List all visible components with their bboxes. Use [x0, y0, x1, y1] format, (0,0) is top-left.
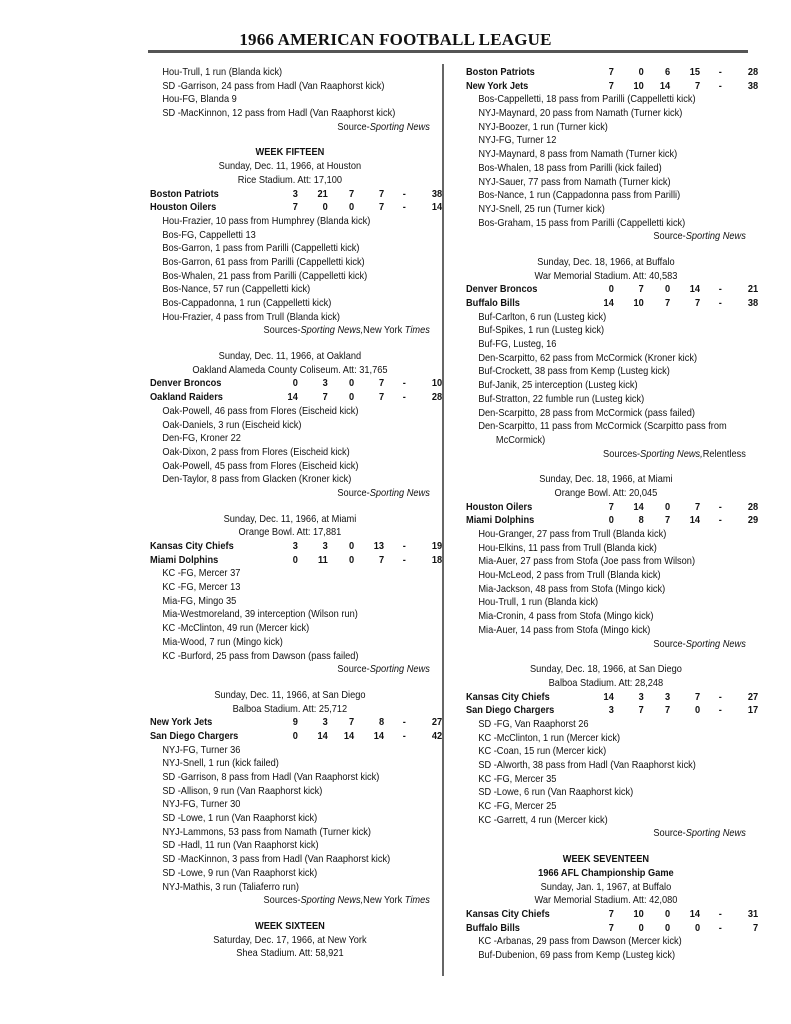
- quarter-score: 9: [292, 716, 298, 729]
- scoring-play: Bos-Cappelletti, 18 pass from Parilli (Cappelletti kick): [478, 93, 696, 106]
- quarter-score: 8: [378, 716, 385, 729]
- section-gap: [466, 841, 746, 853]
- quarter-score: 0: [349, 201, 355, 214]
- score-dash: -: [402, 729, 406, 742]
- game-info: War Memorial Stadium. Att: 40,583: [534, 269, 678, 282]
- final-score: 38: [431, 187, 443, 200]
- scoring-play: Hou-Frazier, 10 pass from Humphrey (Blanda kick): [162, 214, 371, 227]
- game-info: Sunday, Dec. 18, 1966, at San Diego: [529, 663, 682, 676]
- game-info: Rice Stadium. Att: 17,100: [237, 173, 343, 186]
- scoring-play: Mia-Wood, 7 run (Mingo kick): [162, 635, 283, 648]
- team-name: Denver Broncos: [150, 377, 222, 390]
- final-score: 7: [753, 921, 759, 934]
- score-dash: -: [718, 907, 722, 920]
- quarter-score: 0: [694, 704, 701, 717]
- section-gap: [150, 677, 430, 689]
- scoring-play: KC -FG, Mercer 37: [162, 567, 241, 580]
- scoring-play: Mia-Jackson, 48 pass from Stofa (Mingo kick): [478, 582, 666, 595]
- quarter-score: 0: [638, 921, 644, 934]
- score-dash: -: [402, 377, 406, 390]
- final-score: 27: [747, 690, 759, 703]
- team-score-row: [150, 187, 443, 202]
- game-info: Sunday, Dec. 11, 1966, at Miami: [223, 512, 357, 525]
- scoring-play: Bos-Graham, 15 pass from Parilli (Cappelletti kick): [478, 216, 686, 229]
- team-name: Boston Patriots: [150, 187, 219, 200]
- left-column: [150, 66, 443, 961]
- team-score-row: [466, 500, 759, 515]
- team-name: San Diego Chargers: [150, 729, 239, 742]
- quarter-score: 7: [665, 704, 671, 717]
- final-score: 27: [431, 716, 443, 729]
- game-info: Shea Stadium. Att: 58,921: [236, 947, 344, 960]
- source-publication: Sporting News: [685, 637, 746, 650]
- quarter-score: 0: [349, 553, 355, 566]
- quarter-score: 3: [322, 716, 328, 729]
- quarter-score: 3: [292, 187, 298, 200]
- quarter-score: 0: [694, 921, 701, 934]
- scoring-play: Mia-Cronin, 4 pass from Stofa (Mingo kick): [478, 610, 654, 623]
- score-dash: -: [718, 79, 722, 92]
- team-score-row: [150, 553, 443, 568]
- quarter-score: 13: [373, 540, 385, 552]
- scoring-play: Buf-Stratton, 22 fumble run (Lusteg kick): [478, 392, 645, 405]
- quarter-score: 7: [349, 187, 355, 200]
- quarter-score: 14: [343, 729, 355, 742]
- game-info: Balboa Stadium. Att: 25,712: [232, 702, 348, 715]
- quarter-score: 0: [292, 377, 298, 390]
- source-line: Sources-Sporting News,New York Times: [263, 324, 430, 337]
- scoring-play: SD -FG, Van Raaphorst 26: [478, 717, 589, 730]
- score-dash: -: [718, 921, 722, 934]
- quarter-score: 7: [349, 716, 355, 729]
- source-publication: Sporting News: [369, 486, 430, 499]
- quarter-score: 7: [608, 907, 614, 920]
- game-info: Oakland Alameda County Coliseum. Att: 31,765: [192, 363, 388, 376]
- scoring-play: Bos-Cappadonna, 1 run (Cappelletti kick): [162, 297, 332, 309]
- scoring-play: NYJ-Sauer, 77 pass from Namath (Turner kick): [478, 175, 671, 188]
- game-info: Orange Bowl. Att: 20,045: [554, 486, 658, 499]
- quarter-score: 3: [322, 540, 328, 552]
- source-publication: Sporting News: [685, 230, 746, 243]
- quarter-score: 14: [287, 391, 298, 404]
- scoring-play: Hou-McLeod, 2 pass from Trull (Blanda kick): [478, 569, 661, 582]
- scoring-play: Buf-Dubenion, 69 pass from Kemp (Lusteg kick): [478, 948, 676, 961]
- team-score-row: [150, 540, 443, 554]
- quarter-score: 14: [689, 514, 701, 527]
- score-dash: -: [402, 716, 406, 729]
- scoring-play: SD -MacKinnon, 3 pass from Hadl (Van Raaphorst kick): [162, 853, 391, 866]
- quarter-score: 7: [608, 500, 614, 513]
- scoring-play: SD -Lowe, 6 run (Van Raaphorst kick): [478, 786, 634, 799]
- scoring-play: Den-Scarpitto, 28 pass from McCormick (pass failed): [478, 406, 696, 419]
- quarter-score: 10: [633, 297, 644, 309]
- section-gap: [466, 461, 746, 473]
- team-name: Kansas City Chiefs: [466, 690, 550, 703]
- scoring-play: Bos-Garron, 61 pass from Parilli (Cappelletti kick): [162, 255, 365, 268]
- scoring-play: Den-Scarpitto, 11 pass from McCormick (Scarpitto pass from: [478, 420, 727, 433]
- team-score-row: [150, 201, 443, 215]
- quarter-score: 7: [378, 553, 385, 566]
- scoring-play: Buf-FG, Lusteg, 16: [478, 338, 557, 351]
- score-dash: -: [718, 297, 722, 309]
- scoring-play: Oak-Powell, 46 pass from Flores (Eischeid kick): [162, 404, 359, 417]
- team-name: Buffalo Bills: [466, 921, 520, 934]
- scoring-play: NYJ-FG, Turner 30: [162, 798, 241, 811]
- scoring-play: Bos-FG, Cappelletti 13: [162, 228, 256, 241]
- final-score: 14: [431, 201, 443, 214]
- scoring-play: Hou-Frazier, 4 pass from Trull (Blanda kick): [162, 310, 340, 323]
- final-score: 38: [747, 79, 759, 92]
- team-score-row: [150, 391, 443, 405]
- source-line: Sources-Sporting News,New York Times: [263, 894, 430, 907]
- scoring-play: SD -Lowe, 1 run (Van Raaphorst kick): [162, 812, 318, 825]
- source-publication: Sporting News: [685, 827, 746, 840]
- quarter-score: 8: [638, 514, 644, 527]
- scoring-play: KC -FG, Mercer 13: [162, 581, 241, 594]
- team-score-row: [150, 716, 443, 730]
- page-title: 1966 AMERICAN FOOTBALL LEAGUE: [239, 30, 552, 49]
- final-score: 28: [747, 500, 759, 513]
- source-line: Source-Sporting News: [337, 486, 430, 499]
- team-name: Houston Oilers: [466, 500, 533, 513]
- scoring-play: Hou-Trull, 1 run (Blanda kick): [162, 66, 283, 78]
- scoring-play: NYJ-FG, Turner 12: [478, 134, 557, 147]
- quarter-score: 0: [292, 553, 298, 566]
- quarter-score: 7: [378, 201, 385, 214]
- quarter-score: 10: [633, 907, 644, 920]
- source-line: Source-Sporting News: [337, 663, 430, 676]
- scoring-play: Den-Taylor, 8 pass from Glacken (Kroner kick): [162, 473, 352, 486]
- quarter-score: 0: [322, 201, 328, 214]
- quarter-score: 14: [603, 297, 614, 309]
- team-name: New York Jets: [150, 716, 213, 729]
- team-score-row: [150, 729, 443, 744]
- section-gap: [150, 338, 430, 350]
- quarter-score: 3: [638, 690, 644, 703]
- scoring-play: Bos-Whalen, 18 pass from Parilli (kick failed): [478, 161, 662, 174]
- quarter-score: 3: [608, 704, 614, 717]
- quarter-score: 7: [694, 297, 701, 309]
- section-gap: [150, 908, 430, 920]
- quarter-score: 7: [694, 500, 701, 513]
- team-score-row: [466, 514, 759, 528]
- quarter-score: 0: [349, 377, 355, 390]
- scoring-play: KC -Arbanas, 29 pass from Dawson (Mercer kick): [478, 935, 682, 948]
- scoring-play: NYJ-Lammons, 53 pass from Namath (Turner kick): [162, 825, 371, 838]
- quarter-score: 0: [665, 283, 671, 296]
- score-dash: -: [718, 66, 722, 78]
- team-name: Denver Broncos: [466, 283, 538, 296]
- source-publication: Times: [404, 324, 430, 337]
- final-score: 18: [431, 553, 443, 566]
- quarter-score: 7: [292, 201, 298, 214]
- team-score-row: [466, 690, 759, 705]
- scoring-play: Hou-Trull, 1 run (Blanda kick): [478, 596, 599, 609]
- final-score: 31: [747, 907, 759, 920]
- source-line: Source-Sporting News: [653, 230, 746, 243]
- section-gap: [466, 244, 746, 256]
- game-info: Sunday, Dec. 18, 1966, at Buffalo: [537, 255, 675, 268]
- score-dash: -: [402, 391, 406, 404]
- scoring-play: KC -Burford, 25 pass from Dawson (pass failed): [162, 649, 359, 662]
- quarter-score: 3: [322, 377, 328, 390]
- quarter-score: 7: [694, 79, 701, 92]
- final-score: 17: [747, 704, 759, 717]
- scoring-play: Mia-FG, Mingo 35: [162, 594, 237, 607]
- game-info: Sunday, Dec. 11, 1966, at Oakland: [218, 350, 362, 363]
- scoring-play: Mia-Auer, 27 pass from Stofa (Joe pass from Wilson): [478, 555, 696, 568]
- game-info: Balboa Stadium. Att: 28,248: [548, 676, 664, 689]
- score-dash: -: [402, 553, 406, 566]
- quarter-score: 7: [378, 377, 385, 390]
- team-name: Kansas City Chiefs: [150, 540, 234, 552]
- quarter-score: 7: [608, 79, 614, 92]
- scoring-play: KC -FG, Mercer 25: [478, 800, 557, 813]
- scoring-play: SD -MacKinnon, 12 pass from Hadl (Van Raaphorst kick): [162, 107, 396, 120]
- scoring-play: Bos-Nance, 57 run (Cappelletti kick): [162, 283, 311, 296]
- section-gap: [466, 651, 746, 663]
- quarter-score: 14: [633, 500, 644, 513]
- score-dash: -: [402, 201, 406, 214]
- team-name: Oakland Raiders: [150, 391, 223, 404]
- section-gap: [150, 134, 430, 146]
- scoring-play: SD -Allison, 9 run (Van Raaphorst kick): [162, 784, 323, 797]
- final-score: 29: [747, 514, 759, 527]
- source-publication: Sporting News,: [640, 447, 703, 460]
- scoring-play: Mia-Auer, 14 pass from Stofa (Mingo kick): [478, 623, 651, 636]
- quarter-score: 14: [689, 907, 701, 920]
- score-dash: -: [402, 187, 406, 200]
- score-dash: -: [718, 690, 722, 703]
- team-score-row: [466, 79, 759, 94]
- quarter-score: 14: [689, 283, 701, 296]
- quarter-score: 7: [378, 187, 385, 200]
- final-score: 21: [747, 283, 759, 296]
- quarter-score: 7: [694, 690, 701, 703]
- scoring-play: Buf-Carlton, 6 run (Lusteg kick): [478, 310, 607, 323]
- quarter-score: 15: [689, 66, 701, 78]
- final-score: 38: [747, 297, 759, 309]
- scoring-play: NYJ-Maynard, 8 pass from Namath (Turner kick): [478, 148, 678, 161]
- quarter-score: 11: [317, 553, 328, 566]
- scoring-play-continued: McCormick): [495, 433, 546, 446]
- week-heading: WEEK FIFTEEN: [255, 146, 325, 159]
- team-score-row: [466, 297, 759, 311]
- final-score: 42: [431, 729, 443, 742]
- source-publication: Sporting News,: [300, 894, 364, 907]
- team-score-row: [466, 704, 759, 718]
- quarter-score: 0: [638, 66, 644, 78]
- scoring-play: Bos-Garron, 1 pass from Parilli (Cappelletti kick): [162, 242, 360, 255]
- quarter-score: 0: [665, 907, 671, 920]
- quarter-score: 7: [638, 704, 644, 717]
- quarter-score: 3: [292, 540, 298, 552]
- game-info: Sunday, Jan. 1, 1967, at Buffalo: [540, 880, 672, 893]
- scoring-play: NYJ-Snell, 25 run (Turner kick): [478, 202, 605, 215]
- scoring-play: KC -Coan, 15 run (Mercer kick): [478, 745, 607, 758]
- scoring-play: Hou-Elkins, 11 pass from Trull (Blanda kick): [478, 541, 657, 554]
- scoring-play: NYJ-Maynard, 20 pass from Namath (Turner kick): [478, 107, 683, 120]
- scoring-play: Den-Scarpitto, 62 pass from McCormick (Kroner kick): [478, 351, 698, 364]
- source-publication: Sporting News,: [300, 324, 364, 337]
- score-dash: -: [718, 514, 722, 527]
- scoring-play: Bos-Nance, 1 run (Cappadonna pass from Parilli): [478, 189, 681, 202]
- quarter-score: 14: [659, 79, 671, 92]
- final-score: 19: [431, 540, 443, 552]
- scoring-play: KC -FG, Mercer 35: [478, 772, 557, 785]
- scoring-play: NYJ-Boozer, 1 run (Turner kick): [478, 120, 608, 133]
- title-rule: [148, 50, 748, 53]
- quarter-score: 14: [317, 729, 328, 742]
- quarter-score: 14: [373, 729, 385, 742]
- quarter-score: 7: [322, 391, 328, 404]
- team-name: New York Jets: [466, 79, 529, 92]
- source-line: Source-Sporting News: [337, 120, 430, 133]
- scoring-play: Oak-Daniels, 3 run (Eischeid kick): [162, 418, 302, 431]
- source-line: Source-Sporting News: [653, 827, 746, 840]
- scoring-play: NYJ-Snell, 1 run (kick failed): [162, 757, 279, 770]
- game-info: Sunday, Dec. 11, 1966, at Houston: [218, 160, 362, 173]
- scoring-play: KC -Garrett, 4 run (Mercer kick): [478, 813, 608, 826]
- quarter-score: 6: [665, 66, 671, 78]
- scoring-play: KC -McClinton, 1 run (Mercer kick): [478, 731, 621, 744]
- scoring-play: KC -McClinton, 49 run (Mercer kick): [162, 622, 310, 635]
- team-name: Miami Dolphins: [150, 553, 219, 566]
- scoring-play: SD -Garrison, 24 pass from Hadl (Van Raaphorst kick): [162, 79, 385, 92]
- score-dash: -: [718, 704, 722, 717]
- scoring-play: NYJ-Mathis, 3 run (Taliaferro run): [162, 880, 299, 893]
- team-score-row: [150, 377, 443, 391]
- scoring-play: Buf-Crockett, 38 pass from Kemp (Lusteg kick): [478, 365, 670, 378]
- game-info: Sunday, Dec. 11, 1966, at San Diego: [214, 688, 366, 701]
- quarter-score: 7: [608, 66, 614, 78]
- source-publication: Sporting News: [369, 663, 430, 676]
- team-name: Boston Patriots: [466, 66, 535, 78]
- scoring-play: Buf-Spikes, 1 run (Lusteg kick): [478, 324, 605, 337]
- week-heading: 1966 AFL Championship Game: [538, 866, 674, 879]
- game-info: Saturday, Dec. 17, 1966, at New York: [213, 933, 367, 946]
- team-score-row: [466, 907, 759, 922]
- week-heading: WEEK SIXTEEN: [254, 919, 325, 932]
- scoring-play: Buf-Janik, 25 interception (Lusteg kick): [478, 379, 638, 392]
- team-score-row: [466, 66, 759, 80]
- quarter-score: 7: [378, 391, 385, 404]
- source-line: Sources-Sporting News,Relentless: [603, 447, 746, 460]
- quarter-score: 21: [317, 187, 328, 200]
- score-dash: -: [718, 283, 722, 296]
- quarter-score: 0: [608, 514, 614, 527]
- column-divider: [442, 64, 444, 976]
- scoring-play: SD -Garrison, 8 pass from Hadl (Van Raaphorst kick): [162, 771, 380, 783]
- scoring-play: Oak-Dixon, 2 pass from Flores (Eischeid kick): [162, 445, 350, 458]
- scoring-play: Hou-Granger, 27 pass from Trull (Blanda kick): [478, 528, 667, 540]
- scoring-play: SD -Alworth, 38 pass from Hadl (Van Raaphorst kick): [478, 759, 696, 771]
- scoring-play: Oak-Powell, 45 pass from Flores (Eischeid kick): [162, 459, 359, 472]
- score-dash: -: [718, 500, 722, 513]
- team-score-row: [466, 283, 759, 297]
- team-name: Buffalo Bills: [466, 297, 520, 309]
- quarter-score: 7: [638, 283, 644, 296]
- scoring-play: Mia-Westmoreland, 39 interception (Wilson run): [162, 608, 358, 621]
- final-score: 28: [747, 66, 759, 78]
- section-gap: [150, 501, 430, 513]
- quarter-score: 0: [349, 391, 355, 404]
- scoring-play: NYJ-FG, Turner 36: [162, 743, 241, 756]
- final-score: 28: [431, 391, 443, 404]
- team-name: Houston Oilers: [150, 201, 217, 214]
- source-publication: Sporting News: [369, 120, 430, 133]
- quarter-score: 0: [665, 500, 671, 513]
- quarter-score: 7: [608, 921, 614, 934]
- quarter-score: 10: [633, 79, 644, 92]
- quarter-score: 0: [608, 283, 614, 296]
- score-dash: -: [402, 540, 406, 552]
- quarter-score: 0: [665, 921, 671, 934]
- team-name: Miami Dolphins: [466, 514, 535, 527]
- scoring-play: SD -Hadl, 11 run (Van Raaphorst kick): [162, 839, 319, 852]
- team-name: San Diego Chargers: [466, 704, 555, 717]
- team-score-row: [466, 921, 759, 936]
- scoring-play: Bos-Whalen, 21 pass from Parilli (Cappelletti kick): [162, 269, 368, 282]
- quarter-score: 0: [349, 540, 355, 552]
- scoring-play: Hou-FG, Blanda 9: [162, 93, 237, 106]
- quarter-score: 0: [292, 729, 298, 742]
- game-info: Sunday, Dec. 18, 1966, at Miami: [539, 473, 673, 486]
- scoring-play: SD -Lowe, 9 run (Van Raaphorst kick): [162, 866, 318, 879]
- source-publication: Times: [404, 894, 430, 907]
- game-info: War Memorial Stadium. Att: 42,080: [534, 894, 678, 907]
- quarter-score: 7: [665, 514, 671, 527]
- final-score: 10: [431, 377, 443, 390]
- right-column: [466, 66, 759, 963]
- quarter-score: 14: [603, 690, 614, 703]
- team-name: Kansas City Chiefs: [466, 907, 550, 920]
- game-info: Orange Bowl. Att: 17,881: [238, 526, 342, 539]
- scoring-play: Den-FG, Kroner 22: [162, 432, 241, 445]
- quarter-score: 3: [665, 690, 671, 703]
- quarter-score: 7: [665, 297, 671, 309]
- source-line: Source-Sporting News: [653, 637, 746, 650]
- week-heading: WEEK SEVENTEEN: [562, 853, 650, 866]
